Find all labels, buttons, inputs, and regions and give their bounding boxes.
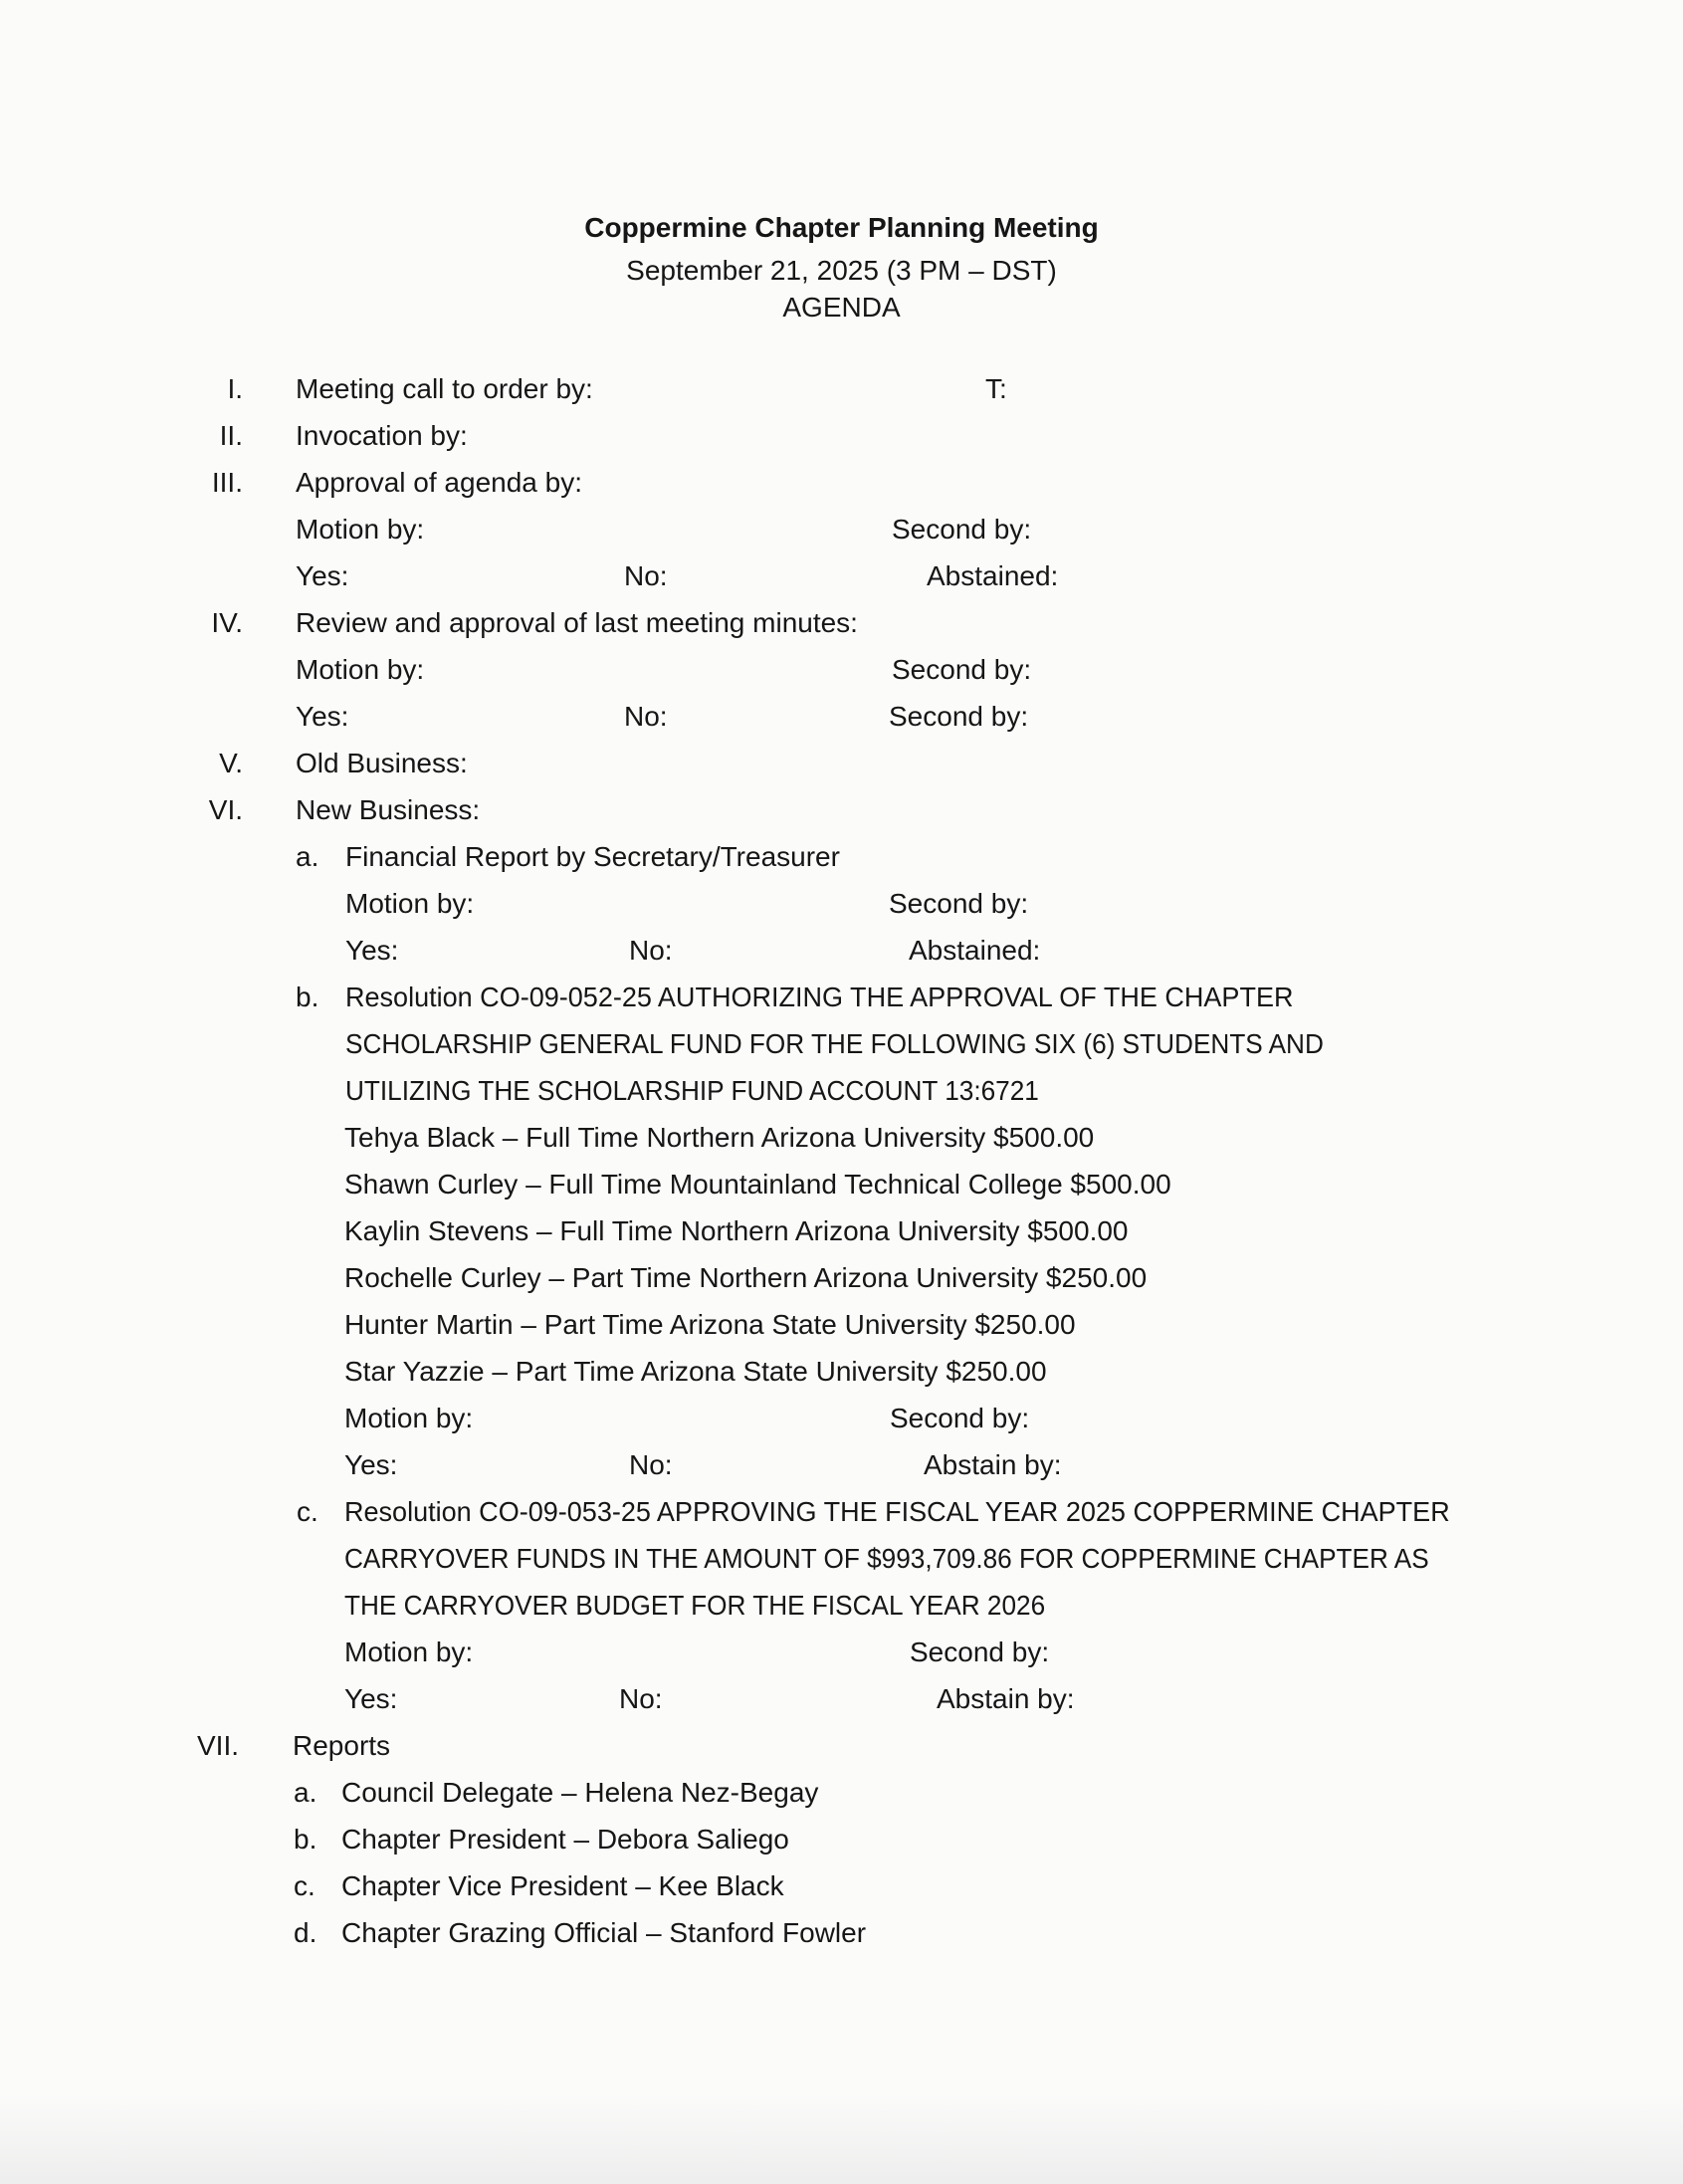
meeting-date: September 21, 2025 (3 PM – DST) bbox=[626, 255, 1057, 286]
sub-item-letter: c. bbox=[297, 1496, 318, 1527]
yes-label: Yes: bbox=[344, 1683, 398, 1714]
motion-by-label: Motion by: bbox=[345, 888, 475, 919]
yes-label: Yes: bbox=[296, 701, 349, 732]
student-entry: Tehya Black – Full Time Northern Arizona University $500.00 bbox=[344, 1122, 1095, 1153]
report-letter: c. bbox=[294, 1870, 316, 1901]
abstained-label: Abstained: bbox=[909, 935, 1041, 966]
sub-item-letter: a. bbox=[296, 841, 319, 872]
no-label: No: bbox=[629, 935, 673, 966]
resolution-line: Resolution CO-09-052-25 AUTHORIZING THE APPROVAL OF THE CHAPTER bbox=[345, 982, 1294, 1012]
report-letter: b. bbox=[294, 1824, 317, 1855]
yes-label: Yes: bbox=[344, 1449, 398, 1480]
resolution-line: THE CARRYOVER BUDGET FOR THE FISCAL YEAR 2026 bbox=[344, 1590, 1046, 1621]
item-text: Review and approval of last meeting minutes: bbox=[296, 607, 858, 638]
item-numeral: V. bbox=[219, 748, 243, 778]
item-text: Meeting call to order by: bbox=[296, 373, 593, 404]
motion-by-label: Motion by: bbox=[296, 654, 425, 685]
student-entry: Kaylin Stevens – Full Time Northern Arizona University $500.00 bbox=[344, 1215, 1129, 1246]
abstained-label: Abstained: bbox=[927, 560, 1059, 591]
item-numeral: II. bbox=[219, 420, 243, 451]
report-text: Chapter Grazing Official – Stanford Fowler bbox=[341, 1917, 867, 1948]
student-entry: Star Yazzie – Part Time Arizona State University $250.00 bbox=[344, 1356, 1047, 1387]
abstain-by-label: Abstain by: bbox=[937, 1683, 1075, 1714]
resolution-line: UTILIZING THE SCHOLARSHIP FUND ACCOUNT 13:6721 bbox=[345, 1075, 1039, 1106]
item-numeral: VII. bbox=[196, 1730, 239, 1761]
report-text: Council Delegate – Helena Nez-Begay bbox=[341, 1777, 819, 1808]
resolution-line: Resolution CO-09-053-25 APPROVING THE FISCAL YEAR 2025 COPPERMINE CHAPTER bbox=[344, 1496, 1450, 1527]
item-text: Old Business: bbox=[296, 748, 468, 778]
time-label: T: bbox=[985, 373, 1007, 404]
yes-label: Yes: bbox=[296, 560, 349, 591]
scanner-shading bbox=[0, 2094, 1683, 2184]
report-text: Chapter Vice President – Kee Black bbox=[341, 1870, 784, 1901]
item-text: New Business: bbox=[296, 794, 481, 825]
motion-by-label: Motion by: bbox=[344, 1403, 474, 1433]
second-by-label: Second by: bbox=[910, 1637, 1050, 1667]
item-text: Reports bbox=[293, 1730, 391, 1761]
motion-by-label: Motion by: bbox=[296, 514, 425, 545]
student-entry: Rochelle Curley – Part Time Northern Arizona University $250.00 bbox=[344, 1262, 1148, 1293]
student-entry: Shawn Curley – Full Time Mountainland Technical College $500.00 bbox=[344, 1169, 1171, 1200]
second-by-label: Second by: bbox=[890, 1403, 1030, 1433]
resolution-line: SCHOLARSHIP GENERAL FUND FOR THE FOLLOWING SIX (6) STUDENTS AND bbox=[345, 1028, 1324, 1059]
item-text: Approval of agenda by: bbox=[296, 467, 582, 498]
no-label: No: bbox=[619, 1683, 663, 1714]
resolution-line: CARRYOVER FUNDS IN THE AMOUNT OF $993,709.86 FOR COPPERMINE CHAPTER AS bbox=[344, 1543, 1429, 1574]
no-label: No: bbox=[629, 1449, 673, 1480]
second-by-label: Second by: bbox=[892, 654, 1032, 685]
motion-by-label: Motion by: bbox=[344, 1637, 474, 1667]
item-numeral: I. bbox=[227, 373, 243, 404]
agenda-heading: AGENDA bbox=[782, 292, 901, 323]
second-by-label: Second by: bbox=[889, 701, 1029, 732]
no-label: No: bbox=[624, 560, 668, 591]
sub-item-letter: b. bbox=[296, 982, 319, 1012]
item-text: Invocation by: bbox=[296, 420, 468, 451]
document-title: Coppermine Chapter Planning Meeting bbox=[584, 212, 1099, 243]
report-letter: a. bbox=[294, 1777, 317, 1808]
yes-label: Yes: bbox=[345, 935, 399, 966]
sub-item-text: Financial Report by Secretary/Treasurer bbox=[345, 841, 840, 872]
second-by-label: Second by: bbox=[889, 888, 1029, 919]
item-numeral: III. bbox=[211, 467, 243, 498]
abstain-by-label: Abstain by: bbox=[924, 1449, 1062, 1480]
item-numeral: VI. bbox=[208, 794, 243, 825]
report-letter: d. bbox=[294, 1917, 317, 1948]
no-label: No: bbox=[624, 701, 668, 732]
report-text: Chapter President – Debora Saliego bbox=[341, 1824, 789, 1855]
item-numeral: IV. bbox=[211, 607, 243, 638]
student-entry: Hunter Martin – Part Time Arizona State University $250.00 bbox=[344, 1309, 1076, 1340]
second-by-label: Second by: bbox=[892, 514, 1032, 545]
